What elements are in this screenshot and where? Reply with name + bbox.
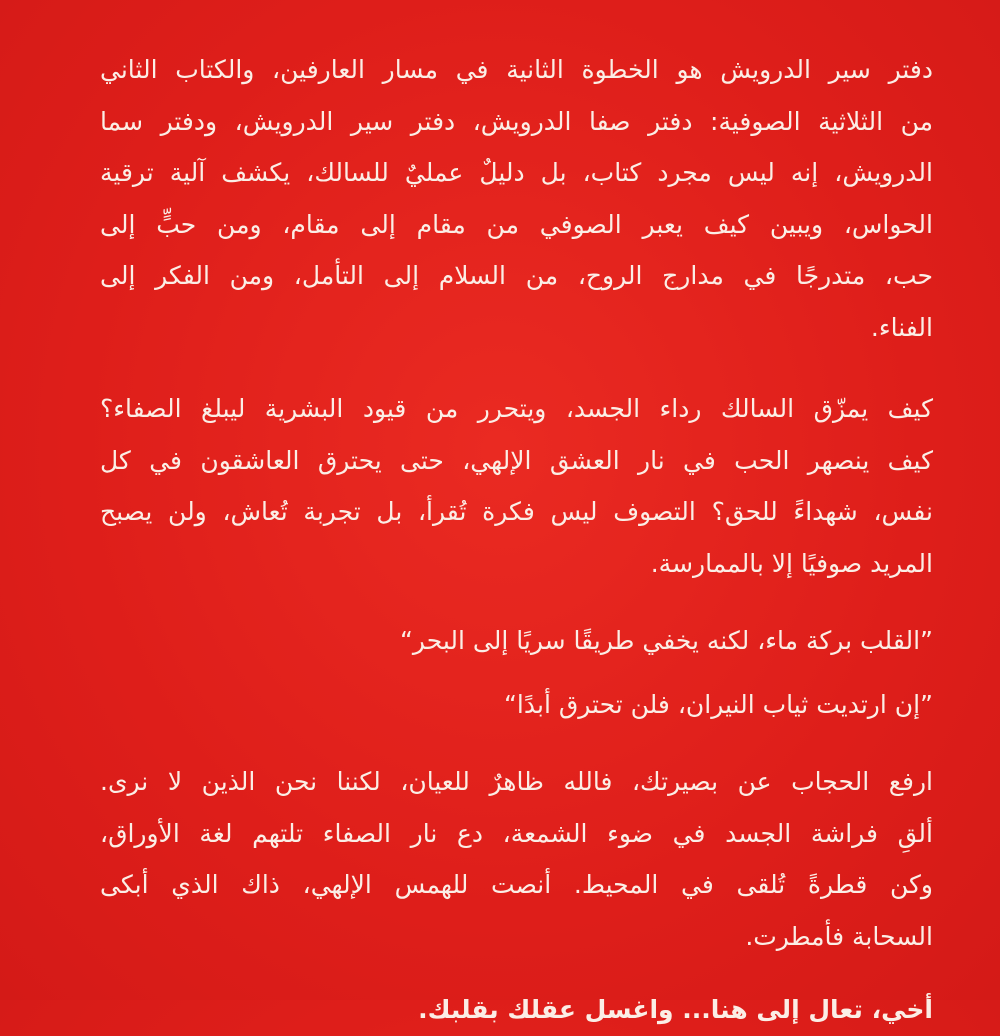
text-line: الحواس، ويبين كيف يعبر الصوفي من مقام إلى مقام، ومن حبٍّ إلى xyxy=(100,209,933,239)
text-line: كيف يمزّق السالك رداء الجسد، ويتحرر من قيود البشرية ليبلغ الصفاء؟ xyxy=(100,394,933,423)
veil-paragraph xyxy=(100,756,933,962)
quote-line: ”إن ارتديت ثياب النيران، فلن تحترق أبدًا“ xyxy=(503,689,933,719)
quote-line: ”القلب بركة ماء، لكنه يخفي طريقًا سريًا إلى البحر“ xyxy=(399,626,933,655)
intro-paragraph xyxy=(100,44,933,353)
text-line: ارفع الحجاب عن بصيرتك، فالله ظاهرٌ للعيان، لكننا نحن الذين لا نرى. xyxy=(100,767,933,796)
text-line: وكن قطرةً تُلقى في المحيط. أنصت للهمس الإلهي، ذاك الذي أبكى xyxy=(100,870,933,899)
text-line: نفس، شهداءً للحق؟ التصوف ليس فكرة تُقرأ، بل تجربة تُعاش، ولن يصبح xyxy=(100,497,933,526)
text-line: دفتر سير الدرويش هو الخطوة الثانية في مسار العارفين، والكتاب الثاني xyxy=(100,55,933,84)
text-line: السحابة فأمطرت. xyxy=(745,921,933,951)
text-line: المريد صوفيًا إلا بالممارسة. xyxy=(650,548,933,578)
text-line: الدرويش، إنه ليس مجرد كتاب، بل دليلٌ عمليٌ للسالك، يكشف آلية ترقية xyxy=(100,158,933,187)
quote-heart xyxy=(100,615,933,667)
text-line: من الثلاثية الصوفية: دفتر صفا الدرويش، دفتر سير الدرويش، ودفتر سما xyxy=(100,106,933,136)
text-line: كيف ينصهر الحب في نار العشق الإلهي، حتى يحترق العاشقون في كل xyxy=(100,445,933,475)
text-line: حب، متدرجًا في مدارج الروح، من السلام إلى التأمل، ومن الفكر إلى xyxy=(100,261,933,290)
questions-paragraph xyxy=(100,383,933,589)
text-line: ألقِ فراشة الجسد في ضوء الشمعة، دع نار الصفاء تلتهم لغة الأوراق، xyxy=(100,818,933,848)
text-line: الفناء. xyxy=(870,312,933,342)
quote-fire xyxy=(100,679,933,731)
closing-line: أخي، تعال إلى هنا... واغسل عقلك بقلبك. xyxy=(418,995,933,1024)
back-cover-text xyxy=(100,44,933,1024)
